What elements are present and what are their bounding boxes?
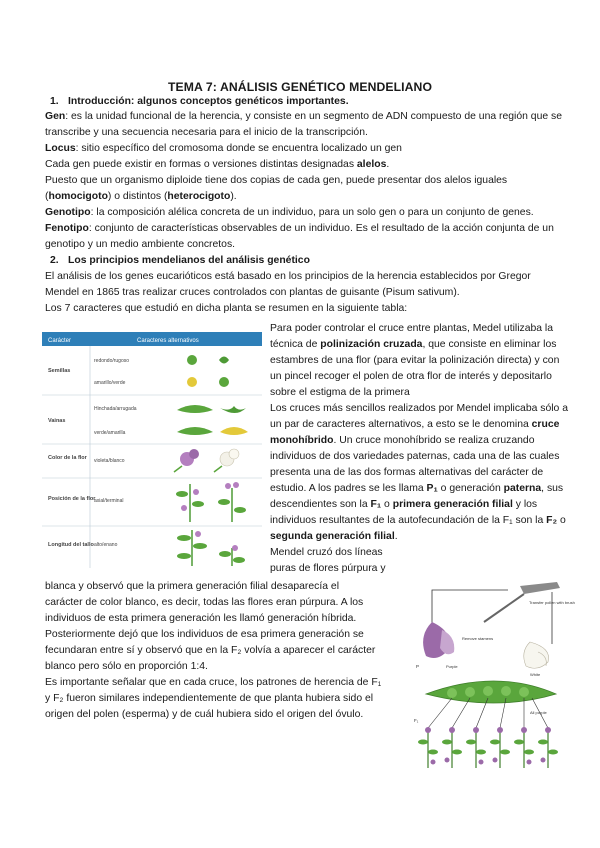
page-title: TEMA 7: ANÁLISIS GENÉTICO MENDELIANO xyxy=(167,80,433,94)
r13-post: o xyxy=(557,515,566,526)
green-pod-icon xyxy=(177,427,213,435)
diploide-line: Puesto que un organismo diploide tiene dos copias de cada gen, puede presentar dos alelos iguales xyxy=(45,175,508,186)
purple-parent-flower-icon xyxy=(423,622,454,658)
f2-term: F₂ xyxy=(546,515,558,526)
remove-stamens-label: Remove stamens xyxy=(462,636,494,641)
table-header-alternatives: Caracteres alternativos xyxy=(137,338,199,344)
right-line-3: estambres de una flor (para evitar la polinización directa) y con xyxy=(270,355,560,366)
fenotipo-line-2: genotipo y un medio ambiente concretos. xyxy=(45,239,236,250)
cross-pollination-figure xyxy=(412,582,575,772)
dwarf-plant-icon xyxy=(219,545,245,566)
right-line-12 xyxy=(270,498,537,512)
hetero-close: ). xyxy=(230,191,237,202)
table-header-character: Carácter xyxy=(48,338,72,344)
constricted-pod-icon xyxy=(220,406,246,413)
r12-post: y los xyxy=(512,499,538,510)
lower-line-9: origen del polen (esperma) y de cuál hubiera sido el origen del óvulo. xyxy=(45,709,364,720)
gen-line-2: transcribe y una secuencia necesaria para el inicio de la transcripción. xyxy=(45,127,368,138)
right-line-4: un pincel recoger el polen de otra flor de interés y depositarlo xyxy=(270,371,552,382)
purple-flower-icon xyxy=(174,449,199,472)
white-flower-icon xyxy=(214,449,239,472)
right-line-8 xyxy=(270,434,535,448)
fenotipo-line-1 xyxy=(45,222,554,236)
p-generation-label: P xyxy=(416,664,420,669)
lower-line-8: y F₂ fueron similares independientemente de que planta hubiera sido el xyxy=(45,693,374,704)
table-row-alt: amarillo/verde xyxy=(94,380,126,386)
right-line-11 xyxy=(270,482,563,496)
sec2-paragraph-line-1: El análisis de los genes eucarióticos está basado en los principios de la herencia establecidos por Gregor xyxy=(45,271,531,282)
gen-term: Gen xyxy=(45,111,66,122)
heterocigoto-term: heterocigoto xyxy=(167,191,231,202)
yellow-seed-icon xyxy=(187,377,197,387)
right-line-13 xyxy=(270,514,566,528)
alelos-term: alelos xyxy=(356,159,387,170)
transfer-label: Transfer pollen with brush xyxy=(529,600,575,605)
right-line-15: Mendel cruzó dos líneas xyxy=(270,547,383,558)
section-2-number: 2. xyxy=(50,255,59,266)
r13-pre: individuos resultantes de la autofecundación de la F₁ son la xyxy=(270,515,547,526)
wrinkled-seed-icon xyxy=(219,357,229,364)
alelos-line xyxy=(45,158,389,172)
homo-hetero-line xyxy=(45,190,237,204)
homo-mid: ) o distintos ( xyxy=(107,191,168,202)
table-row-name: Posición de la flor xyxy=(48,496,96,502)
p1-term: P₁ xyxy=(426,483,438,494)
table-row-alt: redondo/rugoso xyxy=(94,358,130,364)
r12-pre: descendientes son la xyxy=(270,499,371,510)
pollen-arrow xyxy=(432,590,508,632)
lower-line-4: Posteriormente dejó que los individuos de esa primera generación se xyxy=(45,629,364,640)
r2-post: , que consiste en eliminar los xyxy=(422,339,557,350)
lower-line-3: individuos de esta primera generación les llamó generación híbrida. xyxy=(45,613,357,624)
r11-pre: estudio. A los padres se les llama xyxy=(270,483,427,494)
locus-term: Locus xyxy=(45,143,76,154)
segunda-generacion-term: segunda generación filial xyxy=(270,531,395,542)
r11-post: , sus xyxy=(541,483,564,494)
r7-pre: un par de caracteres alternativos, a esto se le denomina xyxy=(270,419,532,430)
all-purple-label: All purple xyxy=(530,710,547,715)
genotipo-text: : la composición alélica concreta de un individuo, para un solo gen o para un conjunto de genes. xyxy=(90,207,534,218)
tall-plant-icon xyxy=(177,530,207,566)
table-row-name: Vainas xyxy=(48,418,66,424)
section-1-heading xyxy=(45,95,349,109)
cruce-term: cruce xyxy=(531,419,560,430)
axial-flowers-plant-icon xyxy=(176,484,204,522)
fenotipo-term: Fenotipo xyxy=(45,223,89,234)
locus-text: : sitio específico del cromosoma donde se encuentra localizado un gen xyxy=(75,143,402,154)
lower-line-6: blanco pero sólo en proporción 1:4. xyxy=(45,661,208,672)
homo-open: ( xyxy=(45,191,49,202)
monohibrido-term: monohíbrido xyxy=(270,435,334,446)
table-row-name: Semillas xyxy=(48,368,71,374)
right-line-14 xyxy=(270,530,398,544)
right-line-2 xyxy=(270,338,556,352)
f1-generation-label: F₁ xyxy=(414,718,419,723)
table-row-alt: axial/terminal xyxy=(94,498,124,504)
right-line-5: sobre el estigma de la primera xyxy=(270,387,410,398)
section-2-title: Los principios mendelianos del análisis genético xyxy=(68,255,310,266)
r12-mid: o xyxy=(381,499,393,510)
right-line-9: individuos de dos variedades paternas, cada una de las cuales xyxy=(270,451,560,462)
table-row-alt: verde/amarilla xyxy=(94,430,126,436)
sec2-paragraph-line-3: Los 7 caracteres que estudió en dicha planta se resumen en la siguiente tabla: xyxy=(45,303,408,314)
inflated-pod-icon xyxy=(177,405,213,413)
polinizacion-term: polinización cruzada xyxy=(320,339,423,350)
alelos-post: . xyxy=(386,159,390,170)
terminal-flowers-plant-icon xyxy=(218,482,246,522)
green-seed-icon xyxy=(219,377,229,387)
gen-text: : es la unidad funcional de la herencia, y consiste en un segmento de ADN compuesto de una región que se xyxy=(65,111,562,122)
section-1-title: Introducción: algunos conceptos genéticos importantes. xyxy=(68,96,349,107)
r2-pre: técnica de xyxy=(270,339,321,350)
right-line-10: presenta una de las dos formas alternativas del carácter de xyxy=(270,467,544,478)
genotipo-term: Genotipo xyxy=(45,207,91,218)
white-parent-flower-icon xyxy=(524,642,549,668)
yellow-pod-icon xyxy=(220,427,248,435)
lower-line-7: Es importante señalar que en cada cruce, los patrones de herencia de F₁ xyxy=(45,677,382,688)
table-row-alt: Hinchada/arrugada xyxy=(94,406,137,412)
round-seed-icon xyxy=(187,355,197,365)
table-row-alt: violeta/blanco xyxy=(94,458,125,464)
brush-handle xyxy=(484,594,524,622)
alelos-pre: Cada gen puede existir en formas o versiones distintas designadas xyxy=(45,159,357,170)
r11-mid: o generación xyxy=(437,483,504,494)
sec2-paragraph-line-2: Mendel en 1865 tras realizar cruces controlados con plantas de guisante (Pisum sativum). xyxy=(45,287,460,298)
paterna-term: paterna xyxy=(503,483,542,494)
genotipo-line xyxy=(45,206,534,220)
right-line-16: puras de flores púrpura y xyxy=(270,563,386,574)
section-1-number: 1. xyxy=(50,96,59,107)
table-row-name: Color de la flor xyxy=(48,455,87,461)
primera-generacion-term: primera generación filial xyxy=(392,499,513,510)
purple-label: Purple xyxy=(446,664,458,669)
brush-icon xyxy=(520,582,560,594)
f1-term: F₁ xyxy=(370,499,382,510)
gen-line-1 xyxy=(45,110,562,124)
lower-line-2: carácter de color blanco, es decir, todas las flores eran púrpura. A los xyxy=(45,597,364,608)
table-row-name: Longitud del tallo xyxy=(48,542,94,548)
homocigoto-term: homocigoto xyxy=(48,191,108,202)
lower-line-5: fecundaran entre sí y observó que en la F₂ volvía a aparecer el carácter xyxy=(45,645,376,656)
right-line-7 xyxy=(270,418,559,432)
r8-post: . Un cruce monohíbrido se realiza cruzando xyxy=(333,435,535,446)
right-line-1: Para poder controlar el cruce entre plantas, Medel utilizaba la xyxy=(270,323,554,334)
f1-plants xyxy=(418,727,558,768)
r14-post: . xyxy=(394,531,398,542)
mendel-characters-table xyxy=(42,332,262,568)
locus-line xyxy=(45,142,402,156)
white-label: White xyxy=(530,672,541,677)
fenotipo-text: : conjunto de características observables de un individuo. Es el resultado de la acción conjunta de un xyxy=(88,223,554,234)
lower-line-1: blanca y observó que la primera generación filial desaparecía el xyxy=(45,581,339,592)
table-row-alt: alto/enano xyxy=(94,542,118,548)
section-2-heading xyxy=(45,254,310,268)
right-line-6: Los cruces más sencillos realizados por Mendel implicaba sólo a xyxy=(270,403,569,414)
